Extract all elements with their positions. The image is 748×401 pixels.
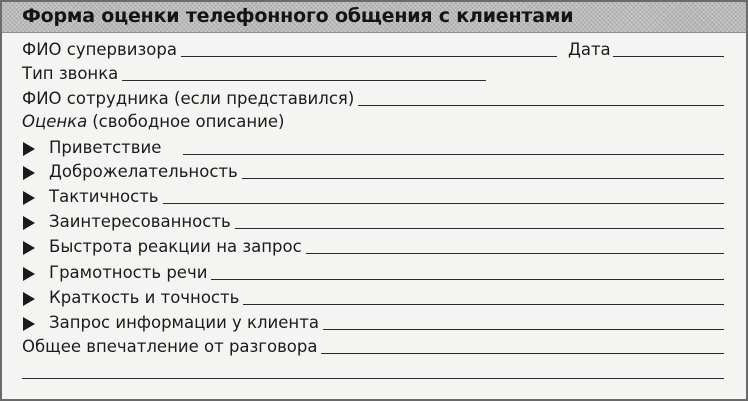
criterion-label: Тактичность (49, 187, 159, 206)
triangle-right-icon (22, 165, 36, 181)
triangle-right-icon (22, 291, 36, 307)
criterion-field[interactable] (306, 253, 724, 254)
criterion-field[interactable] (242, 178, 724, 179)
rating-label: Оценка (22, 112, 88, 131)
criterion-field[interactable] (243, 304, 724, 305)
criterion-row (22, 311, 724, 333)
date-field[interactable] (613, 56, 724, 57)
call-type-row (22, 62, 724, 84)
criterion-label: Приветствие (49, 138, 162, 157)
criterion-label: Краткость и точность (49, 288, 240, 307)
criterion-field[interactable] (323, 329, 724, 330)
supervisor-field[interactable] (181, 56, 557, 57)
criterion-row (22, 160, 724, 182)
call-type-field[interactable] (122, 80, 486, 81)
criterion-label: Доброжелательность (49, 162, 238, 181)
triangle-right-icon (22, 316, 36, 332)
rating-heading-row (22, 110, 724, 132)
overall-continuation-field[interactable] (22, 378, 724, 379)
criterion-label: Грамотность речи (49, 263, 208, 282)
triangle-right-icon (22, 141, 36, 157)
criterion-field[interactable] (235, 228, 724, 229)
criterion-field[interactable] (163, 203, 724, 204)
criterion-row (22, 235, 724, 257)
criterion-field[interactable] (183, 154, 724, 155)
criterion-label: Заинтересованность (49, 212, 231, 231)
employee-field[interactable] (358, 105, 724, 106)
criterion-row (22, 210, 724, 232)
supervisor-label: ФИО супервизора (22, 40, 177, 59)
form-title: Форма оценки телефонного общения с клиентами (22, 5, 574, 27)
criterion-field[interactable] (211, 279, 724, 280)
triangle-right-icon (22, 240, 36, 256)
criterion-row (22, 185, 724, 207)
criterion-label: Запрос информации у клиента (49, 313, 319, 332)
supervisor-row (22, 38, 724, 60)
date-label: Дата (567, 40, 611, 59)
criterion-row (22, 286, 724, 308)
triangle-right-icon (22, 266, 36, 282)
overall-field[interactable] (321, 353, 724, 354)
triangle-right-icon (22, 215, 36, 231)
criterion-row (22, 261, 724, 283)
criterion-row (22, 136, 724, 158)
overall-row (22, 335, 724, 357)
triangle-right-icon (22, 190, 36, 206)
call-type-label: Тип звонка (22, 64, 119, 83)
title-bar (2, 2, 746, 33)
criterion-label: Быстрота реакции на запрос (49, 237, 302, 256)
rating-hint: (свободное описание) (92, 112, 285, 131)
overall-label: Общее впечатление от разговора (22, 337, 318, 356)
employee-row (22, 87, 724, 109)
employee-label: ФИО сотрудника (если представился) (22, 89, 355, 108)
overall-continuation-row (22, 360, 724, 382)
